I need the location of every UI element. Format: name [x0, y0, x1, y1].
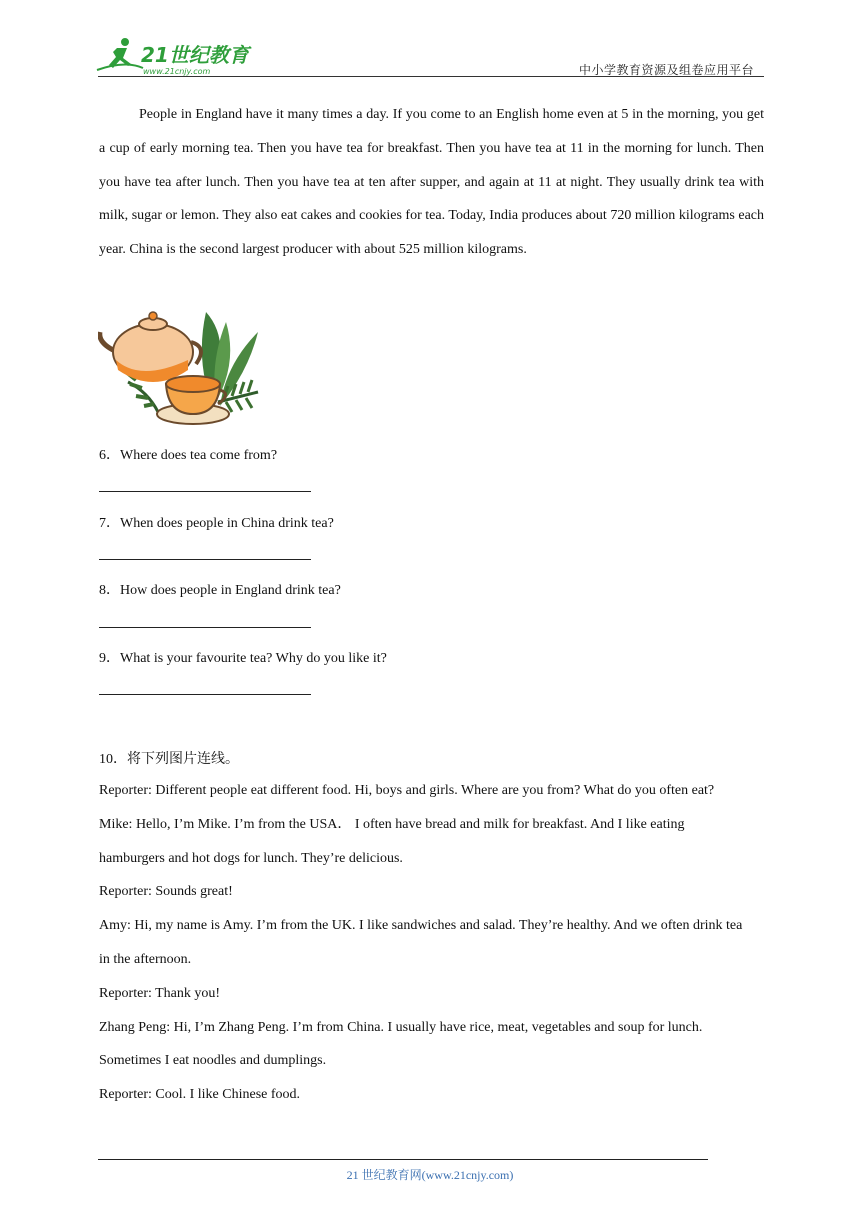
site-logo [95, 34, 255, 78]
tea-illustration [98, 302, 263, 434]
answer-line-9[interactable] [99, 694, 311, 695]
reading-passage [99, 98, 764, 267]
dialogue-line: Amy: Hi, my name is Amy. I’m from the UK. I like sandwiches and salad. They’re healthy. And we often drink tea in the afternoon. [99, 918, 743, 967]
answer-line-8[interactable] [99, 627, 311, 628]
header-divider [98, 76, 764, 77]
dialogue [99, 774, 749, 1112]
question-7: 7．When does people in China drink tea? [99, 516, 334, 531]
passage-text: People in England have it many times a day. If you come to an English home even at 5 in the morning, you get a cup of early morning tea. Then you have tea for breakfast. Then you have tea at 11 in the morning for lunch. Then you have tea after lunch. Then you have tea at ten after supper, and again at 11 at night. They usually drink tea with milk, sugar or lemon. They also eat cakes and cookies for tea. Today, India produces about 720 million kilograms each year. China is the second largest producer with about 525 million kilograms. [99, 107, 764, 258]
answer-line-6[interactable] [99, 491, 311, 492]
dialogue-line: Zhang Peng: Hi, I’m Zhang Peng. I’m from China. I usually have rice, meat, vegetables and soup for lunch. Sometimes I eat noodles and dumplings. [99, 1019, 703, 1069]
dialogue-line: Reporter: Sounds great! [99, 884, 233, 900]
dialogue-line: Mike: Hello, I’m Mike. I’m from the USA． I often have bread and milk for breakfast. And I like eating hamburgers and hot dogs for lunch. They’re delicious. [99, 816, 685, 866]
dialogue-line: Reporter: Cool. I like Chinese food. [99, 1087, 301, 1103]
question-6: 6．Where does tea come from? [99, 448, 278, 463]
dialogue-line: Reporter: Different people eat different food. Hi, boys and girls. Where are you from? What do you often eat? [99, 783, 715, 798]
footer-divider [98, 1159, 708, 1160]
answer-line-7[interactable] [99, 559, 311, 560]
runner-icon [97, 38, 143, 70]
question-9: 9．What is your favourite tea? Why do you like it? [99, 651, 387, 666]
footer-link[interactable]: 21 世纪教育网(www.21cnjy.com) [346, 1168, 514, 1182]
platform-title: 中小学教育资源及组卷应用平台 [578, 63, 754, 77]
logo-url: www.21cnjy.com [143, 67, 211, 76]
logo-text: 21世纪教育 [141, 43, 249, 67]
question-10-title: 10．将下列图片连线。 [99, 752, 239, 767]
question-8: 8．How does people in England drink tea? [99, 583, 341, 598]
dialogue-line: Reporter: Thank you! [99, 985, 221, 1001]
